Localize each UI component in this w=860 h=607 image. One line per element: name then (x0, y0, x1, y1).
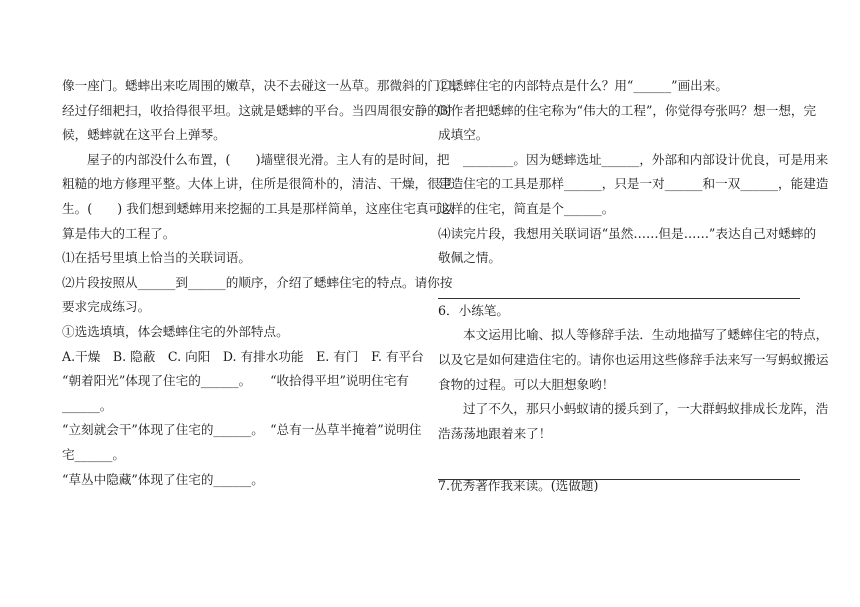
section-7-title: 7.优秀著作我来读。(选做题) (438, 478, 599, 494)
section-6-line: 过了不久，那只小蚂蚁请的援兵到了，一大群蚂蚁排成长龙阵，浩 (463, 401, 829, 417)
passage-line: 算是伟大的工程了。 (62, 225, 176, 241)
fill-line: ______。 (62, 397, 113, 413)
right-column (438, 74, 829, 499)
question-line: 成填空。 (438, 127, 489, 143)
section-6-line: 浩荡荡地跟着来了！ (438, 425, 552, 441)
fill-line: “朝着阳光”体现了住宅的______。 “收拾得平坦”说明住宅有 (62, 373, 409, 389)
options-line: A.干燥 B. 隐蔽 C. 向阳 D. 有排水功能 E. 有门 F. 有平台 (62, 348, 424, 364)
question-line: 要求完成练习。 (62, 299, 151, 315)
answer-line (438, 298, 800, 299)
fill-line: 建造住宅的工具是那样______，只是一对______和一双______，能建造 (438, 176, 829, 192)
answer-line (438, 479, 800, 480)
question-1: ⑴在括号里填上恰当的关联词语。 (62, 250, 251, 266)
fill-line: “草丛中隐藏”体现了住宅的______。 (62, 471, 264, 487)
section-6-title: 6．小练笔。 (438, 302, 509, 318)
question-4: ⑷读完片段，我想用关联词语“虽然……但是……”表达自己对蟋蟀的 (438, 225, 817, 241)
fill-line: ________。因为蟋蟀选址______，外部和内部设计优良，可是用来 (463, 151, 829, 167)
question-2: ⑵片段按照从______到______的顺序，介绍了蟋蟀住宅的特点。请你按 (62, 274, 453, 290)
passage-line: 粗糙的地方修理平整。大体上讲，住所是很简朴的，清洁、干燥，很卫 (62, 176, 453, 192)
passage-line: 生。( ) 我们想到蟋蟀用来挖掘的工具是那样简单，这座住宅真可以 (62, 200, 454, 216)
passage-line: 像一座门。蟋蟀出来吃周围的嫩草，决不去碰这一丛草。那微斜的门口， (62, 78, 465, 93)
fill-line: 这样的住宅，简直是个______。 (438, 200, 615, 216)
question-3: ⑶作者把蟋蟀的住宅称为“伟大的工程”，你觉得夸张吗？想一想，完 (438, 102, 817, 118)
sub-question-1: ①选选填填，体会蟋蟀住宅的外部特点。 (62, 323, 289, 339)
sub-question-2: ②蟋蟀住宅的内部特点是什么？用“______”画出来。 (438, 78, 728, 93)
passage-line: 屋子的内部没什么布置，( )墙壁很光滑。主人有的是时间，把 (87, 151, 450, 167)
fill-line: 宅______。 (62, 446, 125, 462)
section-6-line: 以及它是如何建造住宅的。请你也运用这些修辞手法来写一写蚂蚁搬运 (438, 351, 829, 367)
passage-line: 候，蟋蟀就在这平台上弹琴。 (62, 127, 226, 143)
question-line: 敬佩之情。 (438, 250, 501, 266)
section-6-line: 食物的过程。可以大胆想象哟！ (438, 376, 615, 392)
passage-line: 经过仔细耙扫，收拾得很平坦。这就是蟋蟀的平台。当四周很安静的时 (62, 102, 453, 118)
fill-line: “立刻就会干”体现了住宅的______。 “总有一丛草半掩着”说明住 (62, 422, 422, 438)
section-6-line: 本文运用比喻、拟人等修辞手法．生动地描写了蟋蟀住宅的特点， (463, 327, 829, 343)
